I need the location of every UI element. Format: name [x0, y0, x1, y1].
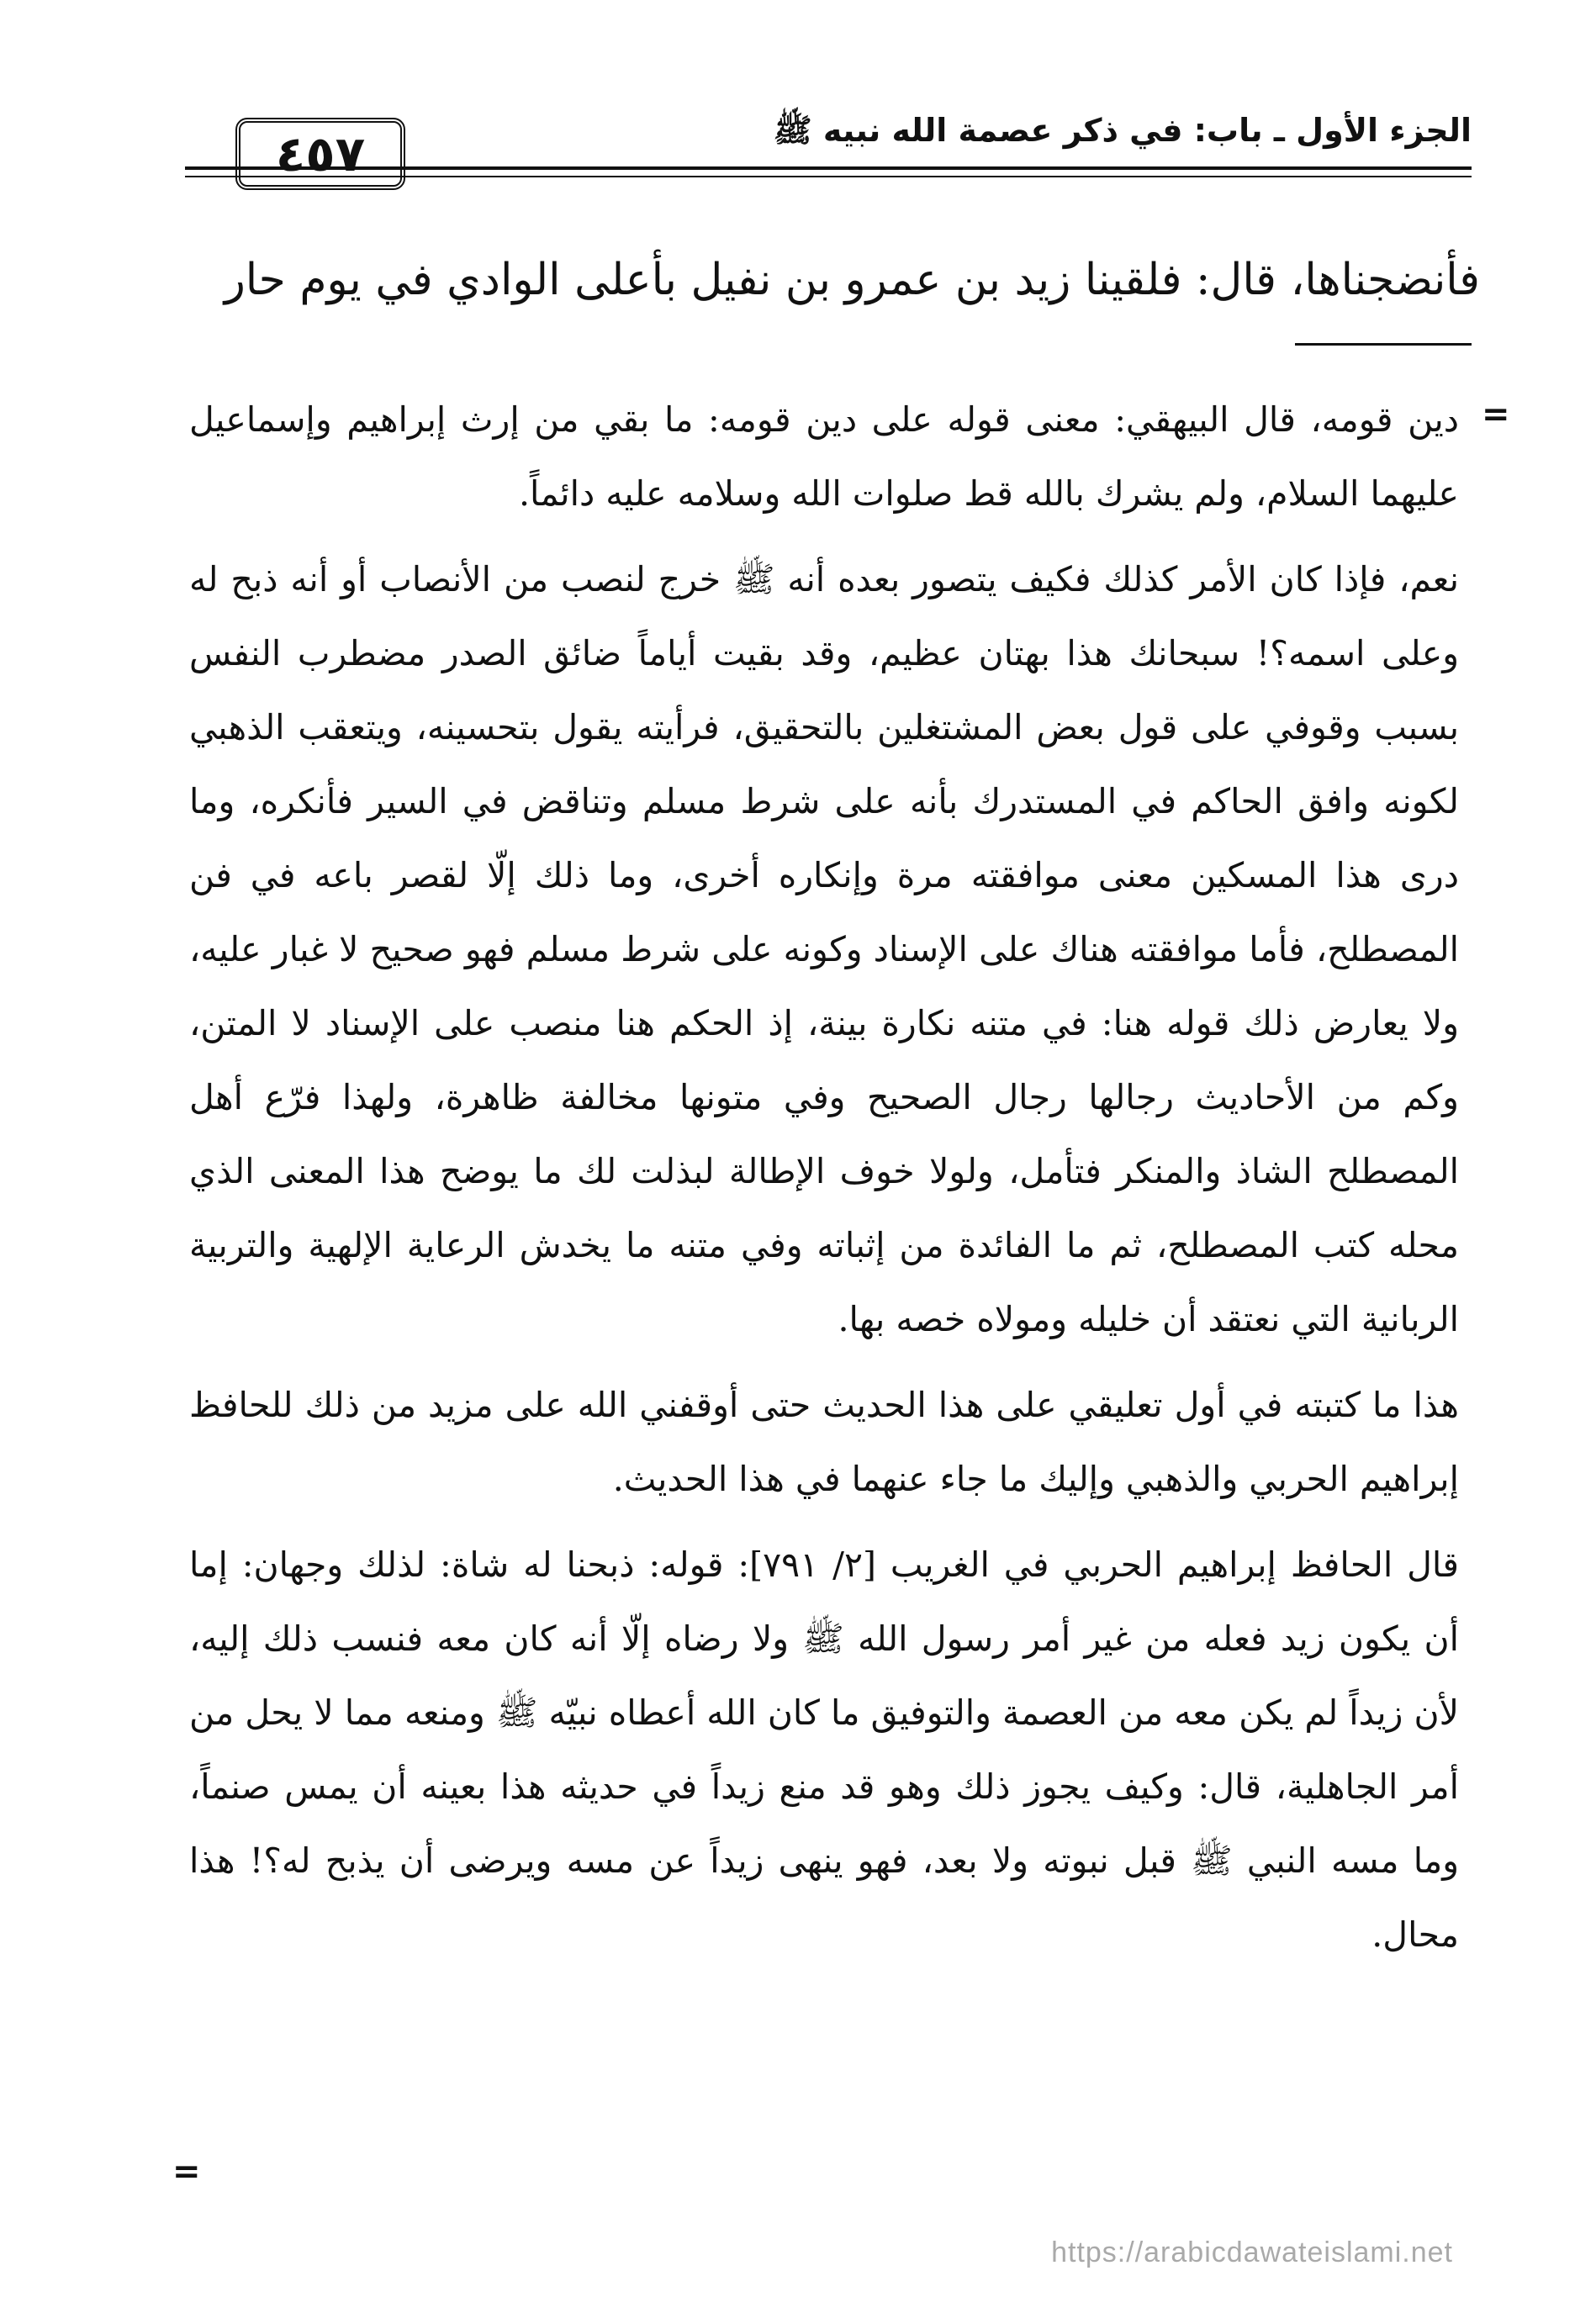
header-rule [185, 166, 1472, 170]
footnote-separator [1295, 343, 1472, 346]
page-number: ٤٥٧ [235, 118, 405, 190]
header-rule-thin [185, 176, 1472, 177]
footnote-paragraph: نعم، فإذا كان الأمر كذلك فكيف يتصور بعده أنه ﷺ خرج لنصب من الأنصاب أو أنه ذبح له وعلى اسمه؟! سبحانك هذا بهتان عظيم، وقد بقيت أياماً ضائق الصدر مضطرب النفس بسبب وقوفي على قول بعض المشتغلين بالتحقيق، فرأيته يقول بتحسينه، ويتعقب الذهبي لكونه وافق الحاكم في المستدرك بأنه على شرط مسلم وتناقض في السير فأنكره، وما درى هذا المسكين معنى موافقته مرة وإنكاره أخرى، وما ذلك إلّا لقصر باعه في فن المصطلح، فأما موافقته هناك على الإسناد وكونه على شرط مسلم فهو صحيح لا غبار عليه، ولا يعارض ذلك قوله هنا: في متنه نكارة بينة، إذ الحكم هنا منصب على الإسناد لا المتن، وكم من الأحاديث رجالها رجال الصحيح وفي متونها مخالفة ظاهرة، ولهذا فرّع أهل المصطلح الشاذ والمنكر فتأمل، ولولا خوف الإطالة لبذلت لك ما يوضح هذا المعنى الذي محله كتب المصطلح، ثم ما الفائدة من إثباته وفي متنه ما يخدش الرعاية الإلهية والتربية الربانية التي نعتقد أن خليله ومولاه خصه بها. [189, 559, 1459, 1339]
footnote-paragraph: هذا ما كتبته في أول تعليقي على هذا الحديث حتى أوقفني الله على مزيد من ذلك للحافظ إبراهيم الحربي والذهبي وإليك ما جاء عنهما في هذا الحديث. [189, 1385, 1459, 1499]
running-title: الجزء الأول ـ باب: في ذكر عصمة الله نبيه ﷺ [773, 112, 1472, 149]
page-header [185, 101, 1472, 193]
watermark-url: https://arabicdawateislami.net [1051, 2236, 1453, 2268]
main-text: فأنضجناها، قال: فلقينا زيد بن عمرو بن نفيل بأعلى الوادي في يوم حار [224, 255, 1480, 305]
footnote-continuation-mark: = [1482, 395, 1510, 434]
footnote-paragraph: دين قومه، قال البيهقي: معنى قوله على دين قومه: ما بقي من إرث إبراهيم وإسماعيل عليهما السلام، ولم يشرك بالله قط صلوات الله وسلامه عليه دائماً. [189, 399, 1459, 514]
footnote-continuation-mark-bottom: = [172, 2152, 201, 2191]
footnotes [189, 383, 1459, 1983]
footnote-paragraph: قال الحافظ إبراهيم الحربي في الغريب [٢/ ٧٩١]: قوله: ذبحنا له شاة: لذلك وجهان: إما أن يكون زيد فعله من غير أمر رسول الله ﷺ ولا رضاه إلّا أنه كان معه فنسب ذلك إليه، لأن زيداً لم يكن معه من العصمة والتوفيق ما كان الله أعطاه نبيّه ﷺ ومنعه مما لا يحل من أمر الجاهلية، قال: وكيف يجوز ذلك وهو قد منع زيداً في حديثه هذا بعينه أن يمس صنماً، وما مسه النبي ﷺ قبل نبوته ولا بعد، فهو ينهى زيداً عن مسه ويرضى أن يذبح له؟! هذا محال. [189, 1545, 1459, 1955]
